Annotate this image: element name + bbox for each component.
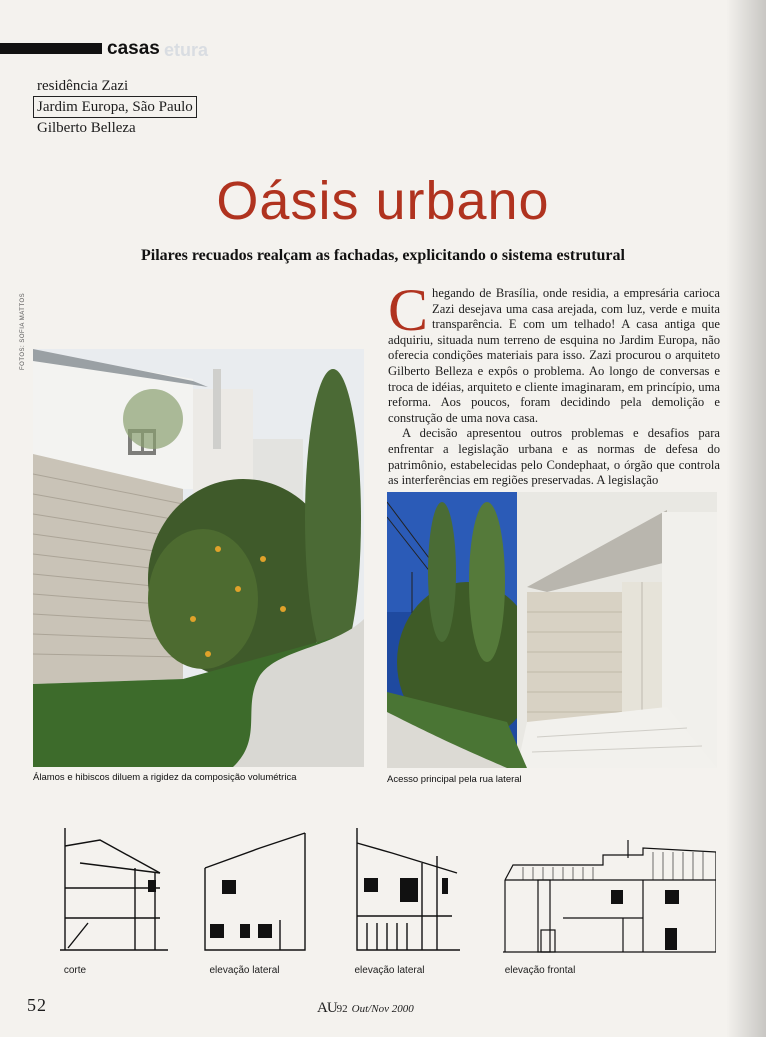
caption-right: Acesso principal pela rua lateral bbox=[387, 774, 522, 785]
credits-block bbox=[37, 76, 197, 138]
drawing-label-front: elevação frontal bbox=[504, 965, 576, 976]
paragraph-1-text: hegando de Brasília, onde residia, a empresária carioca Zazi desejava uma casa arejada, com luz, verde e muita transparência. E com um telhado! A casa antiga que adquiriu, situada num terreno de esquina no Jardim Europa, não oferecia condições materiais para isso. Zazi procurou o arquiteto Gilberto Belleza e expôs o problema. Ao longo de conversas e troca de idéias, arquiteto e cliente imaginaram, em princípio, uma reforma. Aos poucos, foram decidindo pela demolição e construção de uma nova casa. bbox=[388, 286, 720, 425]
article-title: Oásis urbano bbox=[216, 171, 550, 231]
drawing-front-elevation bbox=[503, 840, 716, 955]
page-number: 52 bbox=[27, 995, 47, 1015]
page-gutter-shadow bbox=[726, 0, 766, 1037]
drawing-label-side-1: elevação lateral bbox=[209, 965, 280, 976]
ghost-section-text: etura bbox=[164, 40, 209, 60]
drawing-label-section: corte bbox=[63, 965, 87, 976]
folio bbox=[317, 1000, 414, 1017]
drawing-section bbox=[60, 828, 170, 953]
drawing-side-elevation-2 bbox=[352, 828, 462, 953]
paragraph-2: A decisão apresentou outros problemas e desafios para enfrentar a legislação urbana e as normas de defesa do patrimônio, estabelecidas pelo Condephaat, o órgão que controla as interferências em regiões preservadas. A legislação bbox=[388, 426, 720, 488]
paragraph-1 bbox=[388, 277, 720, 426]
section-bar bbox=[0, 43, 102, 54]
drop-cap: C bbox=[388, 277, 429, 343]
drawing-label-side-2: elevação lateral bbox=[354, 965, 425, 976]
project-name: residência Zazi bbox=[37, 78, 129, 94]
drawing-side-elevation-1 bbox=[200, 828, 310, 953]
magazine-name: AU bbox=[317, 1000, 337, 1016]
architect-name: Gilberto Belleza bbox=[37, 120, 136, 136]
issue-date: Out/Nov 2000 bbox=[351, 1003, 414, 1015]
photo-entrance bbox=[387, 492, 717, 768]
article-subtitle: Pilares recuados realçam as fachadas, explicitando o sistema estrutural bbox=[141, 247, 625, 264]
section-label: casas bbox=[107, 38, 160, 59]
photo-house-garden bbox=[33, 349, 364, 767]
caption-left: Álamos e hibiscos diluem a rigidez da composição volumétrica bbox=[33, 772, 297, 783]
issue-number: 92 bbox=[336, 1003, 348, 1015]
photo-credit: FOTOS: SOFIA MATTOS bbox=[20, 292, 26, 370]
article-body bbox=[388, 277, 720, 489]
project-location: Jardim Europa, São Paulo bbox=[33, 96, 197, 118]
